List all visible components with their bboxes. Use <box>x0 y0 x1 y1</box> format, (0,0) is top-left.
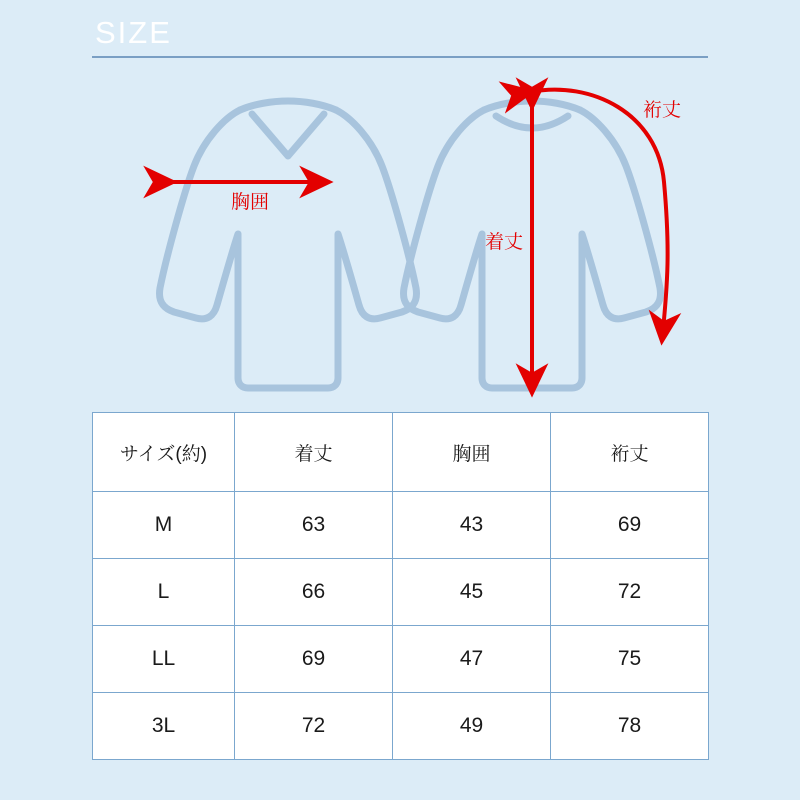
header-divider <box>92 56 708 58</box>
table-row <box>93 626 709 693</box>
table-cell: 45 <box>393 559 551 626</box>
garment-illustration <box>92 62 708 410</box>
table-cell: 66 <box>235 559 393 626</box>
table-cell: L <box>93 559 235 626</box>
size-table-container <box>92 412 708 760</box>
table-cell: 72 <box>235 693 393 760</box>
table-row <box>93 559 709 626</box>
table-cell: 69 <box>551 492 709 559</box>
size-table <box>92 412 709 760</box>
table-header-cell: 胸囲 <box>393 413 551 492</box>
table-cell: 78 <box>551 693 709 760</box>
table-cell: 63 <box>235 492 393 559</box>
body-length-label: 着丈 <box>484 232 524 253</box>
chest-label: 胸囲 <box>230 192 270 213</box>
table-header-cell: 着丈 <box>235 413 393 492</box>
table-cell: M <box>93 492 235 559</box>
table-cell: 72 <box>551 559 709 626</box>
sleeve-length-label: 裄丈 <box>642 100 682 121</box>
table-cell: 75 <box>551 626 709 693</box>
page-title: SIZE <box>95 15 172 50</box>
table-cell: 47 <box>393 626 551 693</box>
table-row <box>93 693 709 760</box>
table-header-cell: サイズ(約) <box>93 413 235 492</box>
front-view-neckline <box>240 101 336 156</box>
table-header-row <box>93 413 709 492</box>
table-cell: LL <box>93 626 235 693</box>
table-header-cell: 裄丈 <box>551 413 709 492</box>
table-cell: 69 <box>235 626 393 693</box>
table-cell: 3L <box>93 693 235 760</box>
table-cell: 49 <box>393 693 551 760</box>
table-cell: 43 <box>393 492 551 559</box>
header <box>92 14 708 58</box>
table-row <box>93 492 709 559</box>
